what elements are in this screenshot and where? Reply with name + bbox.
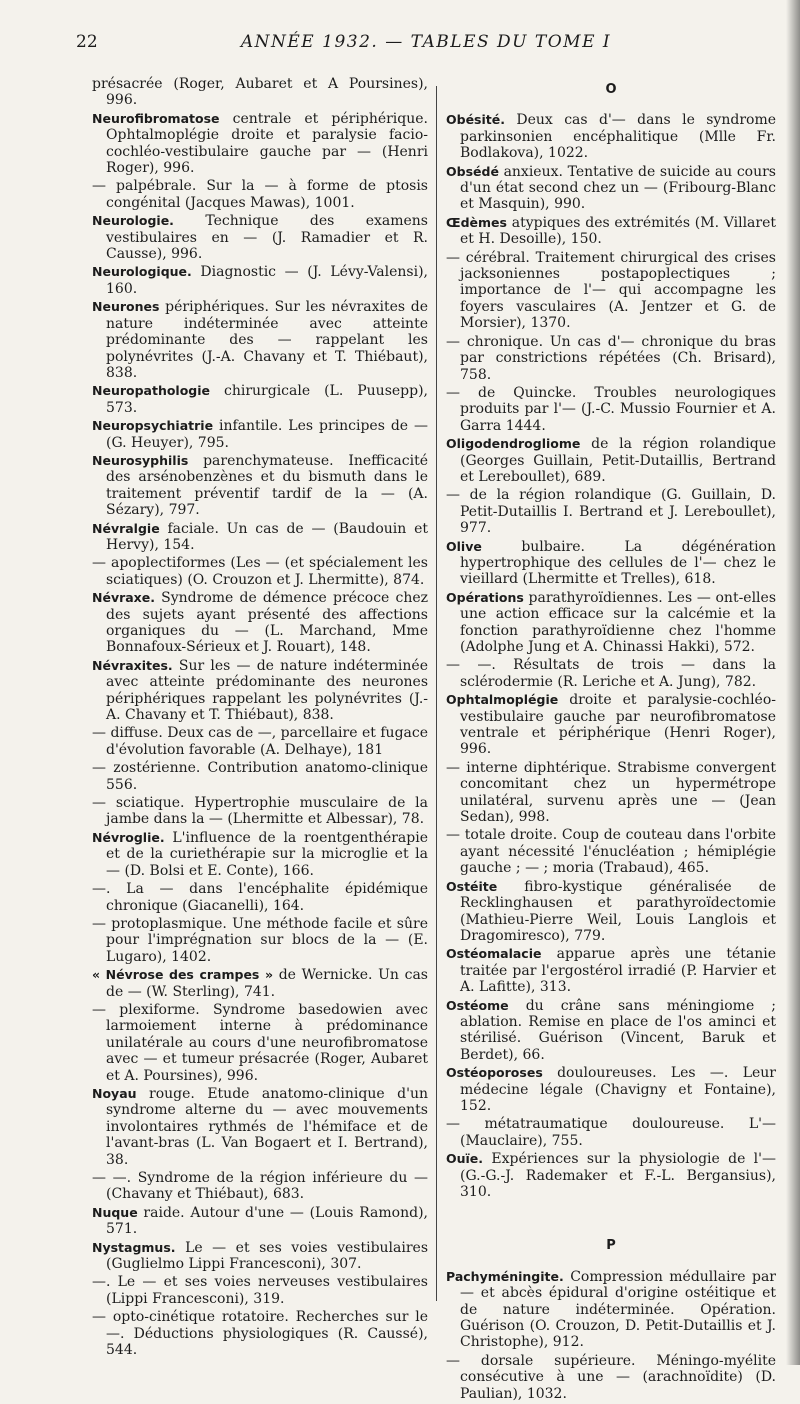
entry-heading: « Névrose des crampes » [92, 967, 274, 983]
index-entry [446, 692, 776, 758]
section-p-entries [446, 1269, 776, 1402]
entry-text: — sciatique. Hypertrophie musculaire de la jambe dans la — (Lhermitte et Albessar), 78. [92, 795, 428, 828]
index-entry [92, 658, 428, 724]
entry-text: — dorsale supérieure. Méningo-myélite consécutive à une — (arachnoïdite) (D. Paulian), 1032. [446, 1352, 776, 1402]
index-entry [92, 1274, 428, 1307]
index-entry [446, 1065, 776, 1114]
index-entry [446, 112, 776, 161]
entry-text: Compression médullaire par — et abcès épidural d'origine ostéitique et de nature indéterminée. Opération. Guérison (O. Crouzon, D. Petit-Dutaillis et J. Christophe), 912. [460, 1268, 776, 1351]
entry-text: L'influence de la roentgenthérapie et de la curiethérapie sur la microglie et la — (D. Bolsi et E. Conte), 166. [106, 829, 428, 879]
entry-heading: Ophtalmoplégie [446, 692, 559, 708]
entry-heading: Obsédé [446, 163, 499, 179]
running-title: ANNÉE 1932. — TABLES DU TOME I [240, 32, 612, 52]
index-entry [92, 725, 428, 758]
entry-heading: Obésité. [446, 112, 505, 128]
index-entry [92, 178, 428, 211]
left-column [92, 76, 428, 1360]
entry-text: apparue après une tétanie traitée par l'ergostérol irradié (P. Harvier et A. Lafitte), 313. [460, 946, 776, 996]
page-header [76, 32, 776, 58]
entry-heading: Névraxites. [92, 657, 173, 673]
index-entry [92, 1205, 428, 1238]
index-entry [92, 1309, 428, 1358]
entry-text: — de la région rolandique (G. Guillain, D. Petit-Dutaillis I. Bertrand et J. Lereboullet), 977. [446, 487, 776, 537]
index-entry [446, 385, 776, 434]
entry-text: parenchymateuse. Inefficacité des arsénobenzènes et du bismuth dans le traitement préventif tardif de la — (A. Sézary), 797. [106, 452, 428, 519]
entry-text: — totale droite. Coup de couteau dans l'orbite ayant nécessité l'énucléation ; hémiplégie gauche ; — ; moria (Trabaud), 465. [446, 827, 776, 877]
entry-text: infantile. Les principes de — (G. Heuyer), 795. [106, 418, 428, 451]
index-entry [92, 418, 428, 451]
index-entry [92, 760, 428, 793]
entry-text: — palpébrale. Sur la — à forme de ptosis congénital (Jacques Mawas), 1001. [92, 178, 428, 211]
index-entry [92, 213, 428, 262]
entry-heading: Ostéite [446, 878, 498, 894]
entry-text: centrale et périphérique. Ophtalmoplégie droite et paralysie facio-cochléo-vestibulaire gauche par — (Henri Roger), 996. [106, 110, 428, 177]
index-entry [92, 1240, 428, 1273]
entry-text: — métatraumatique douloureuse. L'— (Mauclaire), 755. [446, 1116, 776, 1149]
right-column [446, 76, 776, 1404]
entry-heading: Névraxe. [92, 590, 155, 606]
entry-text: — —. Syndrome de la région inférieure du — (Chavany et Thiébaut), 683. [92, 1170, 428, 1203]
entry-text: chirurgicale (L. Puusepp), 573. [106, 383, 429, 416]
index-entry [446, 436, 776, 485]
index-entry [92, 795, 428, 828]
index-entry [446, 590, 776, 656]
entry-text: bulbaire. La dégénération hypertrophique des cellules de l'— chez le vieillard (Lhermitte et Trelles), 618. [460, 538, 776, 588]
entry-text: —. La — dans l'encéphalite épidémique chronique (Giacanelli), 164. [92, 881, 428, 914]
entry-text: — —. Résultats de trois — dans la sclérodermie (R. Leriche et A. Jung), 782. [446, 657, 776, 690]
index-entry [92, 916, 428, 965]
index-entry [446, 250, 776, 332]
page-edge-shadow [786, 0, 800, 1365]
entry-heading: Neuropsychiatrie [92, 418, 214, 434]
entry-heading: Ostéomalacie [446, 946, 542, 962]
entry-heading: Opérations [446, 589, 524, 605]
index-entry [446, 334, 776, 383]
index-entry [92, 1086, 428, 1168]
index-entry [92, 830, 428, 879]
index-entry [92, 521, 428, 554]
index-entry [92, 555, 428, 588]
entry-text: — opto-cinétique rotatoire. Recherches sur le —. Déductions physiologiques (R. Caussé), 544. [92, 1309, 428, 1359]
entry-text: — de Quincke. Troubles neurologiques produits par l'— (J.-C. Mussio Fournier et A. Garra 1444. [446, 384, 776, 434]
index-entry [92, 299, 428, 381]
section-heading-o: O [605, 82, 617, 97]
entry-heading: Névralgie [92, 520, 160, 536]
entry-text: raide. Autour d'une — (Louis Ramond), 571. [106, 1204, 428, 1238]
index-entry [446, 164, 776, 213]
entry-text: atypiques des extrémités (M. Villaret et H. Desoille), 150. [460, 214, 776, 248]
index-entry [446, 539, 776, 588]
entry-text: de la région rolandique (Georges Guillain, Petit-Dutaillis, Bertrand et Lereboullet), 689. [460, 436, 777, 485]
index-entry [446, 657, 776, 690]
index-entry [92, 590, 428, 656]
index-entry [446, 1353, 776, 1402]
index-entry [446, 1151, 776, 1200]
index-entry [92, 1170, 428, 1203]
entry-heading: Neuropathologie [92, 383, 211, 399]
column-divider [436, 86, 437, 1301]
entry-heading: Ouïe. [446, 1151, 484, 1167]
section-o-entries [446, 112, 776, 1200]
entry-text: Expériences sur la physiologie de l'— (G.-G.-J. Rademaker et F.-L. Bergansius), 310. [460, 1151, 777, 1200]
section-heading-p: P [606, 1238, 616, 1254]
entry-text: Sur les — de nature indéterminée avec atteinte prédominante des neurones périphériques rappelant les polynévrites (J.-A. Chavany et T. Thiébaut), 838. [106, 657, 429, 724]
entry-text: — chronique. Un cas d'— chronique du bras par constrictions répétées (Ch. Brisard), 758. [446, 333, 776, 383]
entry-heading: Œdèmes [446, 214, 507, 230]
index-entry [92, 264, 428, 297]
entry-text: Diagnostic — (J. Lévy-Valensi), 160. [106, 264, 428, 297]
entry-text: — diffuse. Deux cas de —, parcellaire et fugace d'évolution favorable (A. Delhaye), 181 [92, 725, 428, 758]
index-entry [446, 827, 776, 876]
page-number: 22 [76, 32, 98, 52]
entry-text: Deux cas d'— dans le syndrome parkinsonien encéphalitique (Mlle Fr. Bodlakova), 1022. [460, 112, 776, 162]
entry-text: fibro-kystique généralisée de Recklinghausen et parathyroïdectomie (Mathieu-Pierre Weil, Louis Langlois et Dragomiresco), 779. [460, 878, 776, 944]
index-entry [92, 383, 428, 416]
entry-heading: Neurologie. [92, 213, 174, 229]
index-entry [446, 946, 776, 995]
entry-text: parathyroïdiennes. Les — ont-elles une action efficace sur la calcémie et la fonction parathyroïdienne chez l'homme (Adolphe Jung et A. Chinassi Hakki), 572. [460, 589, 777, 655]
entry-heading: Neurones [92, 299, 160, 315]
index-entry [446, 1116, 776, 1149]
index-entry [92, 76, 428, 109]
entry-text: présacrée (Roger, Aubaret et A Poursines), 996. [92, 76, 428, 109]
entry-heading: Nystagmus. [92, 1239, 176, 1255]
index-entry [446, 998, 776, 1064]
entry-text: — cérébral. Traitement chirurgical des crises jacksoniennes postapoplectiques ; importance de l'— qui accompagne les foyers vasculaires (A. Jentzer et G. de Morsier), 1370. [446, 249, 776, 332]
index-entry [446, 487, 776, 536]
entry-heading: Olive [446, 538, 482, 554]
index-entry [92, 1002, 428, 1084]
index-entry [92, 967, 428, 1000]
entry-heading: Névroglie. [92, 829, 165, 845]
entry-heading: Neurofibromatose [92, 110, 220, 126]
entry-text: — zostérienne. Contribution anatomo-clinique 556. [92, 760, 428, 793]
entry-text: — protoplasmique. Une méthode facile et sûre pour l'imprégnation sur blocs de la — (E. Lugaro), 1402. [92, 915, 428, 965]
entry-text: Technique des examens vestibulaires en — (J. Ramadier et R. Causse), 996. [106, 213, 428, 263]
entry-text: —. Le — et ses voies nerveuses vestibulaires (Lippi Francesconi), 319. [92, 1274, 428, 1307]
index-entry [92, 453, 428, 519]
entry-text: droite et paralysie-cochléo-vestibulaire gauche par neurofibromatose ventrale et périphérique (Henri Roger), 996. [460, 692, 776, 758]
entry-text: — plexiforme. Syndrome basedowien avec larmoiement interne à prédominance unilatérale au cours d'une neurofibromatose avec — et tumeur présacrée (Roger, Aubaret et A. Poursines), 996. [92, 1001, 428, 1084]
entry-text: — apoplectiformes (Les — (et spécialement les sciatiques) (O. Crouzon et J. Lhermitte), 874. [92, 555, 428, 588]
index-entry [446, 879, 776, 945]
entry-heading: Nuque [92, 1204, 138, 1220]
entry-heading: Neurosyphilis [92, 452, 189, 468]
entry-text: de Wernicke. Un cas de — (W. Sterling), 741. [106, 967, 428, 1000]
entry-heading: Ostéome [446, 997, 509, 1013]
entry-text: du crâne sans méningiome ; ablation. Remise en place de l'os aminci et stérilisé. Guérison (Vincent, Baruk et Berdet), 66. [460, 997, 776, 1063]
index-entry [446, 1269, 776, 1351]
entry-heading: Noyau [92, 1085, 137, 1101]
entry-heading: Oligodendrogliome [446, 436, 581, 452]
entry-heading: Pachyméningite. [446, 1268, 564, 1284]
entry-text: douloureuses. Les —. Leur médecine légale (Chavigny et Fontaine), 152. [460, 1065, 776, 1114]
entry-text: périphériques. Sur les névraxites de nature indéterminée avec atteinte prédominante des — rappelant les polynévrites (J.-A. Chavany et T. Thiébaut), 838. [106, 299, 429, 381]
entry-text: faciale. Un cas de — (Baudouin et Hervy), 154. [106, 520, 429, 553]
entry-text: Syndrome de démence précoce chez des sujets ayant présenté des affections organiques du — (L. Marchand, Mme Bonnafoux-Sérieux et J. Rouart), 148. [106, 590, 429, 656]
index-entry [92, 881, 428, 914]
entry-heading: Neurologique. [92, 264, 192, 280]
entry-text: rouge. Etude anatomo-clinique d'un syndrome alterne du — avec mouvements involontaires rythmés de l'hémiface et de l'avant-bras (L. Van Bogaert et I. Bertrand), 38. [106, 1085, 428, 1168]
index-entry [446, 760, 776, 826]
index-entry [446, 215, 776, 248]
entry-heading: Ostéoporoses [446, 1065, 543, 1081]
entry-text: Le — et ses voies vestibulaires (Guglielmo Lippi Francesconi), 307. [106, 1239, 429, 1273]
entry-text: anxieux. Tentative de suicide au cours d'un état second chez un — (Fribourg-Blanc et Masquin), 990. [460, 163, 776, 213]
entry-text: — interne diphtérique. Strabisme convergent concomitant chez un hypermétrope unilatéral, survenu après une — (Jean Sedan), 998. [446, 759, 776, 826]
index-entry [92, 111, 428, 177]
